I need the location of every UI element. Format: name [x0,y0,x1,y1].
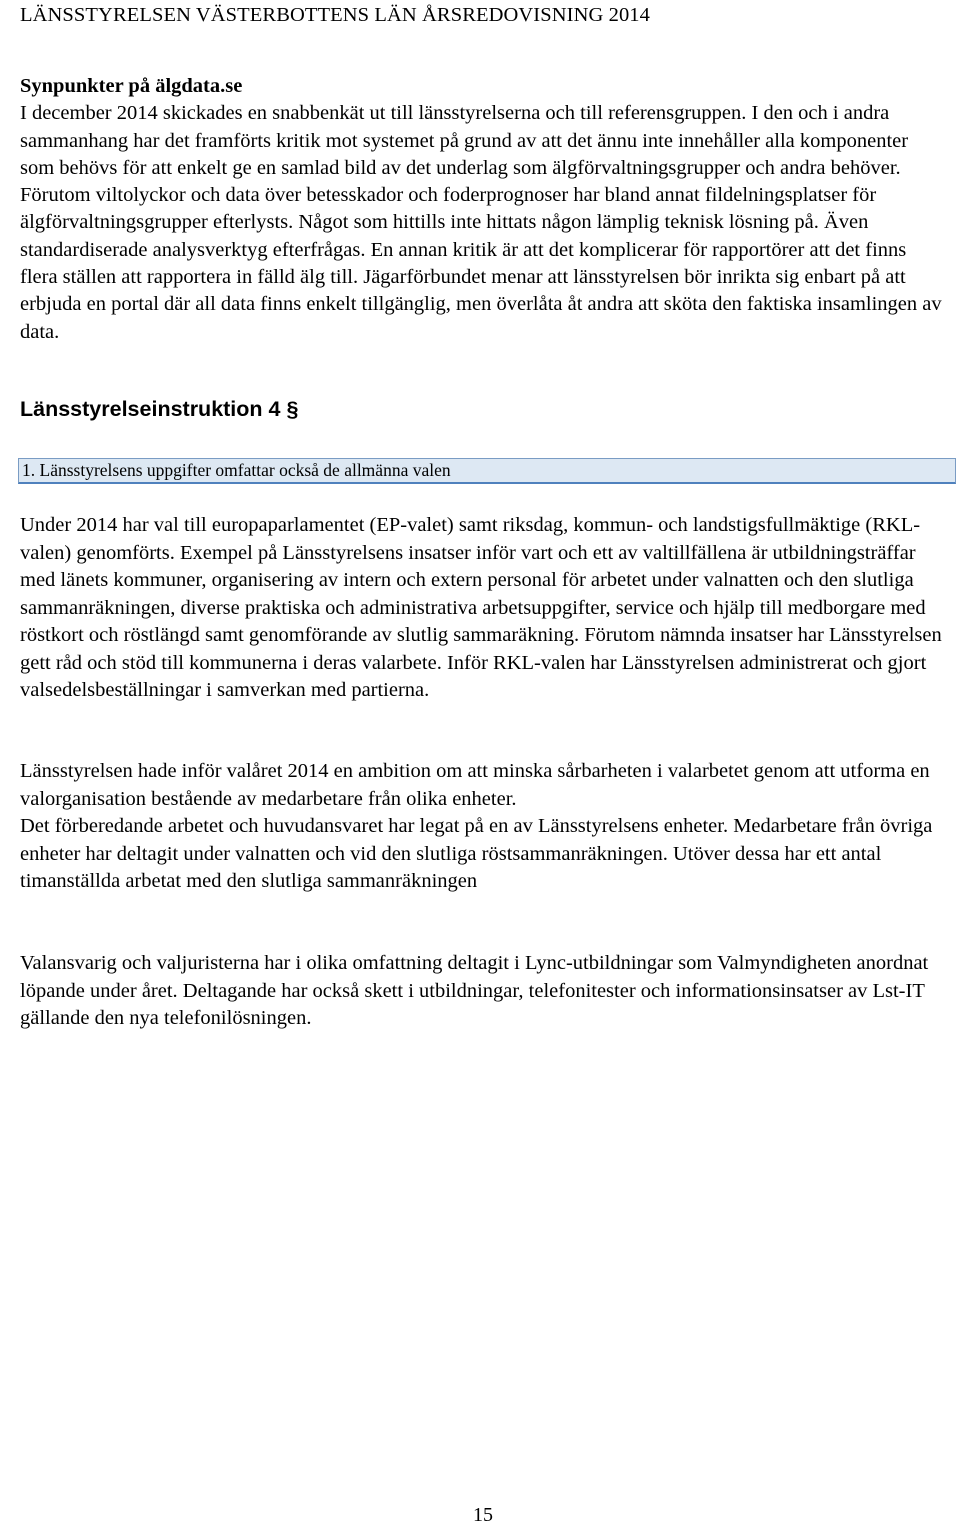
task-label: 1. Länsstyrelsens uppgifter omfattar också de allmänna valen [22,460,451,480]
section-algdata [20,73,945,346]
instruction-heading: Länsstyrelseinstruktion 4 § [20,397,299,421]
paragraph-training: Valansvarig och valjuristerna har i olika omfattning deltagit i Lync-utbildningar som Valmyndigheten anordnat löpande under året. Deltagande har också skett i utbildningar, telefonitester och informationsinsatser av Lst-IT gällande den nya telefonilösningen. [20,952,929,1029]
paragraph-elections: Under 2014 har val till europaparlamentet (EP-valet) samt riksdag, kommun- och landstigsfullmäktige (RKL-valen) genomförts. Exempel på Länsstyrelsens insatser inför vart och ett av valtillfällena är utbildningsträffar med länets kommuner, organisering av intern och extern personal för arbetet under valnatten och den slutliga sammanräkningen, diverse praktiska och administrativa arbetsuppgifter, service och hjälp till medborgare med röstkort och röstlängd samt genomförande av slutlig sammaräkning. Förutom nämnda insatser har Länsstyrelsen gett råd och stöd till kommunerna i deras valarbete. Inför RKL-valen har Länsstyrelsen administrerat och gjort valsedelsbeställningar i samverkan med partierna. [20,514,942,701]
page-number: 15 [473,1504,493,1526]
section-heading: Synpunkter på älgdata.se [20,75,243,97]
paragraph-organisation: Länsstyrelsen hade inför valåret 2014 en ambition om att minska sårbarheten i valarbetet genom att utforma en valorganisation bestående av medarbetare från olika enheter. Det förberedande arbetet och huvudansvaret har legat på en av Länsstyrelsens enheter. Medarbetare från övriga enheter har deltagit under valnatten och vid den slutliga röstsammanräkningen. Utöver dessa har ett antal timanställda arbetat med den slutliga sammanräkningen [20,760,933,892]
task-box [18,458,956,484]
page-header: LÄNSSTYRELSEN VÄSTERBOTTENS LÄN ÅRSREDOVISNING 2014 [20,4,650,26]
section-body: I december 2014 skickades en snabbenkät ut till länsstyrelserna och till referensgruppen. I den och i andra sammanhang har det framförts kritik mot systemet på grund av att det ännu inte innehåller alla komponenter som behövs för att enkelt ge en samlad bild av det underlag som älgförvaltningsgrupper och andra behöver. Förutom viltolyckor och data över betesskador och foderprognoser har bland annat fildelningsplatser för älgförvaltningsgrupper efterlysts. Något som hittills inte hittats någon lämplig teknisk lösning på. Även standardiserade analysverktyg efterfrågas. En annan kritik är att det komplicerar för rapportörer att det finns flera ställen att rapportera in fälld älg till. Jägarförbundet menar att länsstyrelsen bör inrikta sig enbart på att erbjuda en portal där all data finns enkelt tillgänglig, men överlåta åt andra att sköta den faktiska insamlingen av data. [20,102,942,343]
